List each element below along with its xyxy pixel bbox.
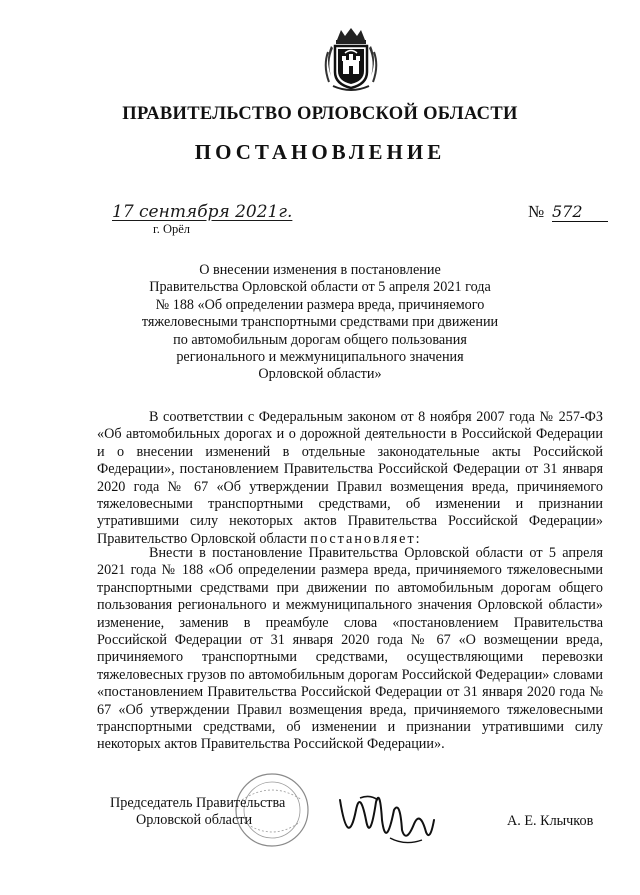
- signatory-position: [110, 795, 285, 830]
- document-city: г. Орёл: [153, 222, 191, 236]
- document-type-heading: ПОСТАНОВЛЕНИЕ: [194, 140, 446, 164]
- title-line: О внесении изменения в постановление: [199, 262, 441, 278]
- resolution-paragraph: Внести в постановление Правительства Орловской области от 5 апреля 2021 года № 188 «Об определении размера вреда, причиняемого тяжеловесными транспортными средствами при движении по автомобильным дорогам общего пользования регионального и межмуниципального значения Орловской области» изменение, заменив в преамбуле слова «постановлением Правительства Российской Федерации от 31 января 2020 года № 67 «О возмещении вреда, причиняемого транспортными средствами, осуществляющими перевозки тяжеловесных грузов по автомобильным дорогам Российской Федерации» словами «постановлением Правительства Российской Федерации от 31 января 2020 года № 67 «Об утверждении Правил возмещения вреда, причиняемого тяжеловесными транспортными средствами, об изменении и признании утратившими силу некоторых актов Правительства Российской Федерации».: [97, 545, 603, 753]
- decree-word: постановляет:: [310, 530, 422, 547]
- title-line: по автомобильным дорогам общего пользования: [173, 331, 467, 348]
- document-number: 572: [552, 203, 608, 222]
- preamble-text: В соответствии с Федеральным законом от 8 ноября 2007 года № 257-ФЗ «Об автомобильных дорогах и о дорожной деятельности в Российской Федерации и о внесении изменений в отдельные законодательные акты Российской Федерации», постановлением Правительства Российской Федерации от 31 января 2020 года № 67 «Об утверждении Правил возмещения вреда, причиняемого тяжеловесными транспортными средствами, об изменении и признании утратившими силу некоторых актов Правительства Российской Федерации» Правительство Орловской области: [97, 409, 603, 547]
- coat-of-arms-emblem: [323, 26, 379, 92]
- title-line: тяжеловесными транспортными средствами при движении: [141, 314, 499, 331]
- handwritten-signature: [330, 780, 440, 860]
- title-line: Правительства Орловской области от 5 апреля 2021 года: [149, 279, 491, 296]
- title-line: Орловской области»: [258, 366, 382, 383]
- number-label: №: [528, 202, 545, 221]
- title-line: № 188 «Об определении размера вреда, причиняемого: [155, 296, 485, 313]
- signatory-position-line2: Орловской области: [136, 812, 253, 829]
- document-date: 17 сентября 2021г.: [112, 202, 293, 222]
- signatory-position-line1: Председатель Правительства: [110, 795, 286, 811]
- preamble-paragraph: [97, 409, 603, 548]
- organization-heading: ПРАВИТЕЛЬСТВО ОРЛОВСКОЙ ОБЛАСТИ: [122, 104, 518, 124]
- signatory-name: А. Е. Клычков: [507, 813, 594, 829]
- document-title: [90, 262, 550, 384]
- title-line: регионального и межмуниципального значения: [176, 349, 464, 366]
